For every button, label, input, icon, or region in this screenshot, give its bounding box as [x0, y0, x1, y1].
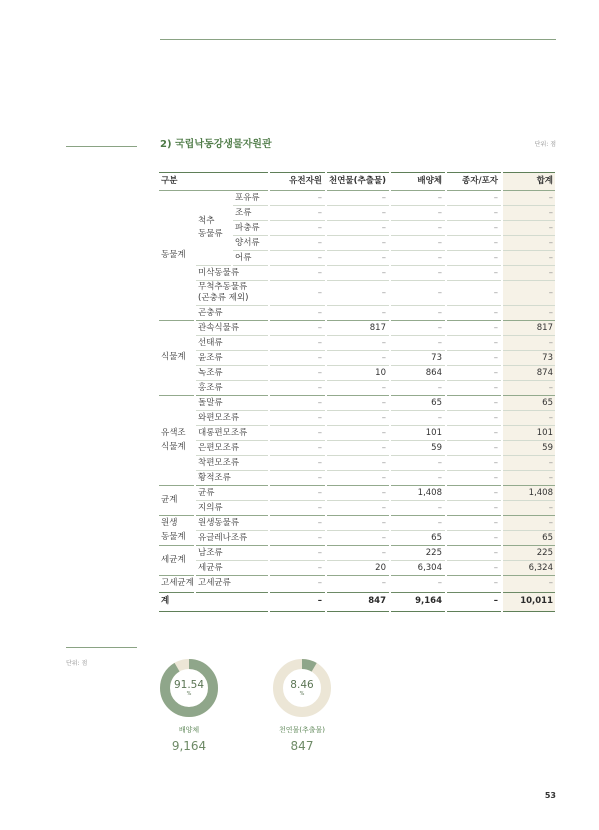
summary-unit-note: 단위: 점 — [66, 660, 88, 667]
genetic-resources-cell: – — [270, 321, 325, 336]
table-row — [159, 351, 555, 366]
natural-products-cell: 10 — [327, 366, 389, 381]
seeds-spores-cell: – — [447, 366, 501, 381]
table-row — [159, 411, 555, 426]
genetic-resources-cell: – — [270, 191, 325, 206]
category-cell: 착편모조류 — [196, 456, 268, 471]
category-cell: 무척추동물류 (곤충류 제외) — [196, 281, 268, 306]
genetic-resources-cell: – — [270, 546, 325, 561]
cultures-cell: 1,408 — [391, 486, 445, 501]
seeds-spores-cell: – — [447, 546, 501, 561]
seeds-spores-cell: – — [447, 486, 501, 501]
natural-products-cell: – — [327, 221, 389, 236]
category-cell: 은편모조류 — [196, 441, 268, 456]
total-cell: – — [503, 516, 555, 531]
genetic-resources-cell: – — [270, 351, 325, 366]
total-cell: – — [503, 471, 555, 486]
natural-products-cell: – — [327, 546, 389, 561]
cultures-cell: 65 — [391, 396, 445, 411]
category-cell: 선태류 — [196, 336, 268, 351]
genetic-resources-cell: – — [270, 336, 325, 351]
natural-products-cell: – — [327, 336, 389, 351]
seeds-spores-cell: – — [447, 336, 501, 351]
total-cell: – — [503, 281, 555, 306]
category-cell: 지의류 — [196, 501, 268, 516]
seeds-spores-cell: – — [447, 266, 501, 281]
donut-chart-natural-products — [273, 659, 331, 717]
category-cell: 돌말류 — [196, 396, 268, 411]
cultures-cell: – — [391, 456, 445, 471]
total-cell: 65 — [503, 531, 555, 546]
genetic-resources-cell: – — [270, 471, 325, 486]
total-cell: 65 — [503, 396, 555, 411]
cultures-cell: – — [391, 221, 445, 236]
header-total: 합계 — [503, 172, 555, 191]
total-cell: 6,324 — [503, 561, 555, 576]
total-cell: – — [503, 251, 555, 266]
natural-products-cell: – — [327, 411, 389, 426]
genetic-resources-cell: – — [270, 531, 325, 546]
cultures-cell: 73 — [391, 351, 445, 366]
cultures-cell: – — [391, 411, 445, 426]
genetic-resources-cell: – — [270, 426, 325, 441]
seeds-spores-cell: – — [447, 531, 501, 546]
natural-products-cell: – — [327, 306, 389, 321]
category-cell: 윤조류 — [196, 351, 268, 366]
natural-products-cell: – — [327, 501, 389, 516]
group-cell: 식물계 — [159, 321, 194, 396]
seeds-spores-cell: – — [447, 281, 501, 306]
genetic-resources-cell: – — [270, 221, 325, 236]
total-natural-products: 847 — [327, 593, 389, 612]
table-row — [159, 336, 555, 351]
total-cell: 59 — [503, 441, 555, 456]
genetic-resources-cell: – — [270, 251, 325, 266]
natural-products-cell: – — [327, 206, 389, 221]
seeds-spores-cell: – — [447, 576, 501, 593]
cultures-cell: – — [391, 516, 445, 531]
genetic-resources-cell: – — [270, 516, 325, 531]
table-row — [159, 191, 555, 206]
natural-products-cell: – — [327, 471, 389, 486]
seeds-spores-cell: – — [447, 516, 501, 531]
natural-products-cell: – — [327, 576, 389, 593]
genetic-resources-cell: – — [270, 381, 325, 396]
natural-products-cell: – — [327, 531, 389, 546]
donut-value-cultures: 9,164 — [171, 739, 207, 753]
donut-percent-sign: % — [299, 691, 305, 697]
genetic-resources-cell: – — [270, 486, 325, 501]
header-natural-products: 천연물(추출물) — [327, 172, 389, 191]
donut-label-natural-products: 천연물(추출물) — [278, 726, 326, 734]
category-cell: 녹조류 — [196, 366, 268, 381]
natural-products-cell: – — [327, 441, 389, 456]
total-cell: – — [503, 236, 555, 251]
genetic-resources-cell: – — [270, 396, 325, 411]
genetic-resources-cell: – — [270, 411, 325, 426]
table-row — [159, 576, 555, 593]
table-row — [159, 561, 555, 576]
total-label: 계 — [159, 593, 268, 612]
natural-products-cell: – — [327, 516, 389, 531]
table-row — [159, 456, 555, 471]
table-total-row — [159, 593, 555, 612]
natural-products-cell: – — [327, 191, 389, 206]
total-cell: 817 — [503, 321, 555, 336]
genetic-resources-cell: – — [270, 441, 325, 456]
table-row — [159, 546, 555, 561]
genetic-resources-cell: – — [270, 561, 325, 576]
category-cell: 고세균류 — [196, 576, 268, 593]
cultures-cell: – — [391, 381, 445, 396]
cultures-cell: – — [391, 251, 445, 266]
total-cell: 874 — [503, 366, 555, 381]
genetic-resources-cell: – — [270, 281, 325, 306]
category-cell: 세균류 — [196, 561, 268, 576]
total-cell: – — [503, 191, 555, 206]
total-cell: 1,408 — [503, 486, 555, 501]
header-cultures: 배양체 — [391, 172, 445, 191]
cultures-cell: 864 — [391, 366, 445, 381]
table-row — [159, 381, 555, 396]
cultures-cell: – — [391, 336, 445, 351]
seeds-spores-cell: – — [447, 236, 501, 251]
total-cell: – — [503, 266, 555, 281]
genetic-resources-cell: – — [270, 576, 325, 593]
genetic-resources-cell: – — [270, 266, 325, 281]
natural-products-cell: 20 — [327, 561, 389, 576]
total-seeds-spores: – — [447, 593, 501, 612]
natural-products-cell: – — [327, 396, 389, 411]
section-title: 2) 국립낙동강생물자원관 — [160, 139, 272, 150]
seeds-spores-cell: – — [447, 351, 501, 366]
donut-label-cultures: 배양체 — [178, 726, 200, 734]
stats-table — [157, 172, 557, 612]
group-cell: 원생 동물계 — [159, 516, 194, 546]
seeds-spores-cell: – — [447, 321, 501, 336]
section-divider — [66, 146, 137, 147]
natural-products-cell: – — [327, 236, 389, 251]
donut-center — [273, 659, 331, 717]
seeds-spores-cell: – — [447, 471, 501, 486]
seeds-spores-cell: – — [447, 206, 501, 221]
group-cell: 균계 — [159, 486, 194, 516]
table-row — [159, 486, 555, 501]
seeds-spores-cell: – — [447, 396, 501, 411]
genetic-resources-cell: – — [270, 456, 325, 471]
cultures-cell: 101 — [391, 426, 445, 441]
category-cell: 조류 — [233, 206, 268, 221]
genetic-resources-cell: – — [270, 206, 325, 221]
cultures-cell: – — [391, 206, 445, 221]
total-cell: – — [503, 381, 555, 396]
total-cell: – — [503, 411, 555, 426]
table-row — [159, 441, 555, 456]
cultures-cell: – — [391, 236, 445, 251]
seeds-spores-cell: – — [447, 561, 501, 576]
page-number: 53 — [544, 791, 556, 800]
cultures-cell: – — [391, 576, 445, 593]
group-cell: 동물계 — [159, 191, 194, 321]
table-row — [159, 501, 555, 516]
category-cell: 균류 — [196, 486, 268, 501]
category-cell: 관속식물류 — [196, 321, 268, 336]
total-cell: – — [503, 336, 555, 351]
donut-center — [160, 659, 218, 717]
table-row — [159, 396, 555, 411]
section-unit-note: 단위: 점 — [534, 141, 556, 148]
category-cell: 어류 — [233, 251, 268, 266]
seeds-spores-cell: – — [447, 456, 501, 471]
natural-products-cell: – — [327, 486, 389, 501]
cultures-cell: – — [391, 306, 445, 321]
table-row — [159, 366, 555, 381]
natural-products-cell: 817 — [327, 321, 389, 336]
total-cultures: 9,164 — [391, 593, 445, 612]
header-seeds-spores: 종자/포자 — [447, 172, 501, 191]
total-cell: 73 — [503, 351, 555, 366]
donut-percent: 91.54 — [173, 679, 205, 691]
cultures-cell: 65 — [391, 531, 445, 546]
total-cell: – — [503, 501, 555, 516]
category-cell: 파충류 — [233, 221, 268, 236]
category-cell: 유글레나조류 — [196, 531, 268, 546]
top-divider — [160, 39, 556, 40]
seeds-spores-cell: – — [447, 411, 501, 426]
table-row — [159, 426, 555, 441]
natural-products-cell: – — [327, 251, 389, 266]
table-row — [159, 471, 555, 486]
donut-percent-sign: % — [186, 691, 192, 697]
category-cell: 미삭동물류 — [196, 266, 268, 281]
category-cell: 홍조류 — [196, 381, 268, 396]
donut-chart-cultures — [160, 659, 218, 717]
group-cell: 고세균계 — [159, 576, 194, 593]
donut-percent: 8.46 — [290, 679, 314, 691]
cultures-cell: 6,304 — [391, 561, 445, 576]
seeds-spores-cell: – — [447, 191, 501, 206]
total-cell: – — [503, 206, 555, 221]
cultures-cell: – — [391, 191, 445, 206]
cultures-cell: – — [391, 321, 445, 336]
genetic-resources-cell: – — [270, 501, 325, 516]
cultures-cell: – — [391, 281, 445, 306]
cultures-cell: 225 — [391, 546, 445, 561]
seeds-spores-cell: – — [447, 306, 501, 321]
category-cell: 곤충류 — [196, 306, 268, 321]
seeds-spores-cell: – — [447, 221, 501, 236]
header-genetic-resources: 유전자원 — [270, 172, 325, 191]
cultures-cell: 59 — [391, 441, 445, 456]
total-genetic-resources: – — [270, 593, 325, 612]
cultures-cell: – — [391, 501, 445, 516]
group-cell: 세균계 — [159, 546, 194, 576]
seeds-spores-cell: – — [447, 251, 501, 266]
total-cell: – — [503, 576, 555, 593]
table-row — [159, 306, 555, 321]
total-grand-total: 10,011 — [503, 593, 555, 612]
natural-products-cell: – — [327, 281, 389, 306]
seeds-spores-cell: – — [447, 381, 501, 396]
total-cell: – — [503, 306, 555, 321]
table-row — [159, 321, 555, 336]
category-cell: 와편모조류 — [196, 411, 268, 426]
cultures-cell: – — [391, 471, 445, 486]
table-header-row — [159, 172, 555, 191]
table-body — [159, 191, 555, 593]
genetic-resources-cell: – — [270, 236, 325, 251]
donut-value-natural-products: 847 — [290, 739, 314, 753]
table-row — [159, 531, 555, 546]
table-row — [159, 516, 555, 531]
total-cell: 101 — [503, 426, 555, 441]
table-row — [159, 281, 555, 306]
category-cell: 황적조류 — [196, 471, 268, 486]
genetic-resources-cell: – — [270, 366, 325, 381]
natural-products-cell: – — [327, 456, 389, 471]
natural-products-cell: – — [327, 381, 389, 396]
summary-divider — [66, 647, 137, 648]
category-cell: 양서류 — [233, 236, 268, 251]
header-category: 구분 — [159, 172, 268, 191]
category-cell: 대롱편모조류 — [196, 426, 268, 441]
cultures-cell: – — [391, 266, 445, 281]
seeds-spores-cell: – — [447, 426, 501, 441]
seeds-spores-cell: – — [447, 501, 501, 516]
natural-products-cell: – — [327, 266, 389, 281]
total-cell: 225 — [503, 546, 555, 561]
group-cell: 유색조 식물계 — [159, 396, 194, 486]
category-cell: 남조류 — [196, 546, 268, 561]
total-cell: – — [503, 221, 555, 236]
total-cell: – — [503, 456, 555, 471]
genetic-resources-cell: – — [270, 306, 325, 321]
natural-products-cell: – — [327, 351, 389, 366]
category-cell: 원생동물류 — [196, 516, 268, 531]
seeds-spores-cell: – — [447, 441, 501, 456]
subgroup-cell: 척추 동물류 — [196, 191, 231, 266]
category-cell: 포유류 — [233, 191, 268, 206]
natural-products-cell: – — [327, 426, 389, 441]
table-row — [159, 266, 555, 281]
